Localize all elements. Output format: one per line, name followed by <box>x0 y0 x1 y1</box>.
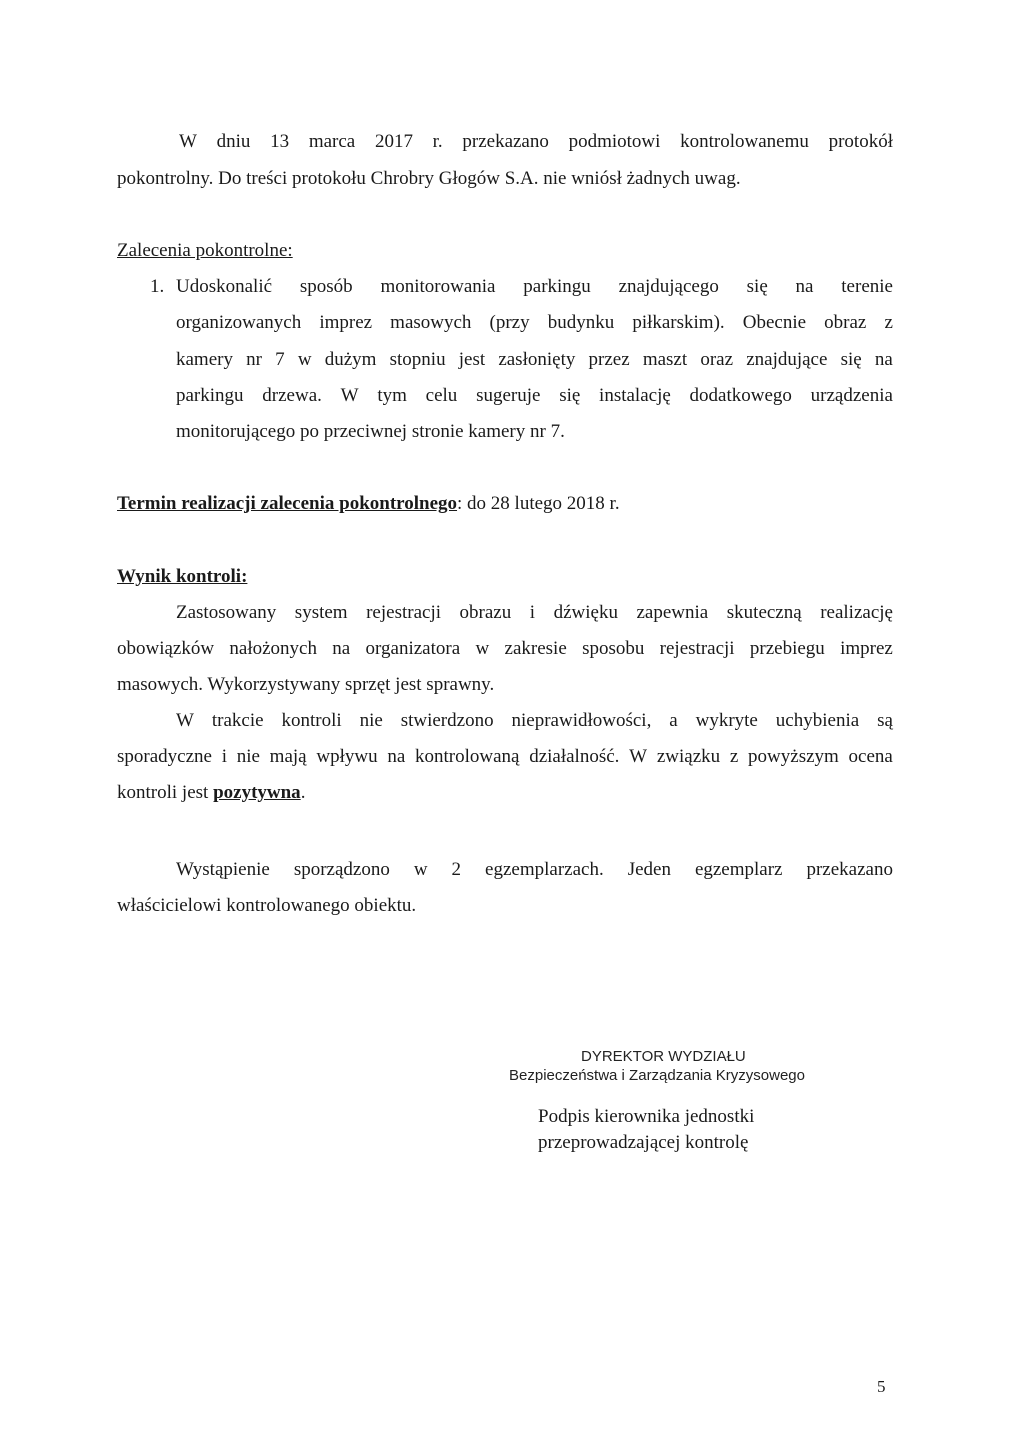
page-number: 5 <box>877 1377 886 1396</box>
word: z <box>884 312 893 333</box>
word: nałożonych <box>229 638 317 659</box>
word: Zastosowany <box>176 602 277 623</box>
word: się <box>559 385 581 406</box>
recommendation-line3 <box>176 349 893 371</box>
recommendations-heading: Zalecenia pokontrolne: <box>117 240 293 261</box>
word: W <box>176 710 194 731</box>
word: dużym <box>324 349 377 370</box>
result-p1-line1 <box>176 602 893 624</box>
stamp-title: DYREKTOR WYDZIAŁU <box>581 1048 746 1065</box>
paragraph1-line1 <box>179 131 893 153</box>
word: a <box>669 710 678 731</box>
word: wpływu <box>316 746 378 767</box>
word: masowych <box>390 312 472 333</box>
word: mają <box>269 746 307 767</box>
recommendation-line5: monitorującego po przeciwnej stronie kamery nr 7. <box>176 421 565 442</box>
result-rating: pozytywna <box>213 782 301 803</box>
result-p2-line3 <box>117 782 305 804</box>
word: kontrolowaną <box>414 746 520 767</box>
word: dniu <box>216 131 251 152</box>
recommendation-line4 <box>176 385 893 407</box>
word: zapewnia <box>636 602 709 623</box>
word: nieprawidłowości, <box>511 710 652 731</box>
word: instalację <box>599 385 671 406</box>
word: imprez <box>319 312 373 333</box>
result-p2-line1 <box>176 710 893 732</box>
word: sporadyczne <box>117 746 212 767</box>
word: kontrolowanemu <box>680 131 809 152</box>
word: w <box>297 349 312 370</box>
word: na <box>874 349 893 370</box>
word: powyższym <box>748 746 839 767</box>
word: marca <box>308 131 356 152</box>
word: monitorowania <box>380 276 496 297</box>
signature-line2: przeprowadzającej kontrolę <box>538 1132 749 1153</box>
word: protokół <box>828 131 893 152</box>
word: na <box>795 276 814 297</box>
word: urządzenia <box>810 385 893 406</box>
word: skuteczną <box>726 602 802 623</box>
word: w <box>413 859 428 880</box>
word: sugeruje <box>476 385 541 406</box>
word: parkingu <box>176 385 244 406</box>
word: obraz <box>824 312 867 333</box>
deadline-value: : do 28 lutego 2018 r. <box>457 493 620 514</box>
word: system <box>294 602 348 623</box>
word: sposób <box>299 276 353 297</box>
word: podmiotowi <box>568 131 661 152</box>
signature-line1: Podpis kierownika jednostki <box>538 1106 755 1127</box>
word: kamery <box>176 349 233 370</box>
result-p1-line3: masowych. Wykorzystywany sprzęt jest sprawny. <box>117 674 495 695</box>
word: kontroli <box>281 710 342 731</box>
word: przekazano <box>462 131 549 152</box>
word: na <box>332 638 351 659</box>
word: W <box>629 746 648 767</box>
word: maszt <box>642 349 688 370</box>
word: ocena <box>848 746 893 767</box>
word: egzemplarzach. <box>485 859 604 880</box>
word: egzemplarz <box>694 859 783 880</box>
recommendation-line2 <box>176 312 893 334</box>
word: jest <box>458 349 486 370</box>
word: Jeden <box>627 859 671 880</box>
word: związku <box>656 746 721 767</box>
word: celu <box>425 385 458 406</box>
word: z <box>729 746 739 767</box>
word: się <box>746 276 768 297</box>
word: w <box>475 638 490 659</box>
word: 2017 <box>374 131 413 152</box>
result-p2-line2 <box>117 746 893 768</box>
word: rejestracji <box>659 638 735 659</box>
word: imprez <box>840 638 893 659</box>
word: są <box>877 710 893 731</box>
word: się <box>840 349 862 370</box>
word: Udoskonalić <box>176 276 273 297</box>
stamp-department: Bezpieczeństwa i Zarządzania Kryzysowego <box>509 1067 805 1084</box>
word: 7 <box>275 349 285 370</box>
result-rating-suffix: . <box>300 782 306 803</box>
word: parkingu <box>523 276 591 297</box>
word: dźwięku <box>553 602 618 623</box>
word: drzewa. <box>262 385 322 406</box>
word: piłkarskim). <box>632 312 725 333</box>
word: nr <box>246 349 262 370</box>
word: terenie <box>841 276 893 297</box>
word: 2 <box>451 859 462 880</box>
word: realizację <box>820 602 893 623</box>
word: wykryte <box>695 710 758 731</box>
word: nie <box>359 710 383 731</box>
word: stwierdzono <box>400 710 494 731</box>
word: i <box>529 602 536 623</box>
word: uchybienia <box>775 710 860 731</box>
result-rating-prefix: kontroli jest <box>117 782 214 803</box>
word: przekazano <box>806 859 893 880</box>
word: na <box>387 746 406 767</box>
word: W <box>179 131 197 152</box>
closing-line1 <box>176 859 893 881</box>
word: sporządzono <box>293 859 390 880</box>
result-heading: Wynik kontroli: <box>117 566 248 587</box>
recommendation-line1 <box>176 276 893 298</box>
word: stopniu <box>389 349 446 370</box>
word: budynku <box>547 312 615 333</box>
word: rejestracji <box>366 602 442 623</box>
word: obowiązków <box>117 638 215 659</box>
word: dodatkowego <box>689 385 792 406</box>
word: zakresie <box>504 638 567 659</box>
word: W <box>340 385 359 406</box>
word: obrazu <box>459 602 512 623</box>
deadline <box>117 493 620 515</box>
word: przebiegu <box>749 638 825 659</box>
recommendation-number: 1. <box>150 276 165 297</box>
word: organizatora <box>365 638 461 659</box>
word: nie <box>236 746 260 767</box>
result-p1-line2 <box>117 638 893 660</box>
word: Obecnie <box>742 312 807 333</box>
word: sposobu <box>582 638 645 659</box>
deadline-label: Termin realizacji zalecenia pokontrolnego <box>117 493 458 514</box>
paragraph1-line2: pokontrolny. Do treści protokołu Chrobry Głogów S.A. nie wniósł żadnych uwag. <box>117 168 741 189</box>
closing-line2: właścicielowi kontrolowanego obiektu. <box>117 895 417 916</box>
word: trakcie <box>211 710 264 731</box>
word: oraz <box>700 349 734 370</box>
word: znajdującego <box>618 276 719 297</box>
word: r. <box>432 131 443 152</box>
word: Wystąpienie <box>176 859 270 880</box>
word: przez <box>588 349 630 370</box>
word: (przy <box>489 312 530 333</box>
word: znajdujące <box>746 349 828 370</box>
word: organizowanych <box>176 312 302 333</box>
word: tym <box>377 385 407 406</box>
word: i <box>221 746 227 767</box>
word: zasłonięty <box>498 349 576 370</box>
word: 13 <box>270 131 290 152</box>
word: działalność. <box>529 746 620 767</box>
